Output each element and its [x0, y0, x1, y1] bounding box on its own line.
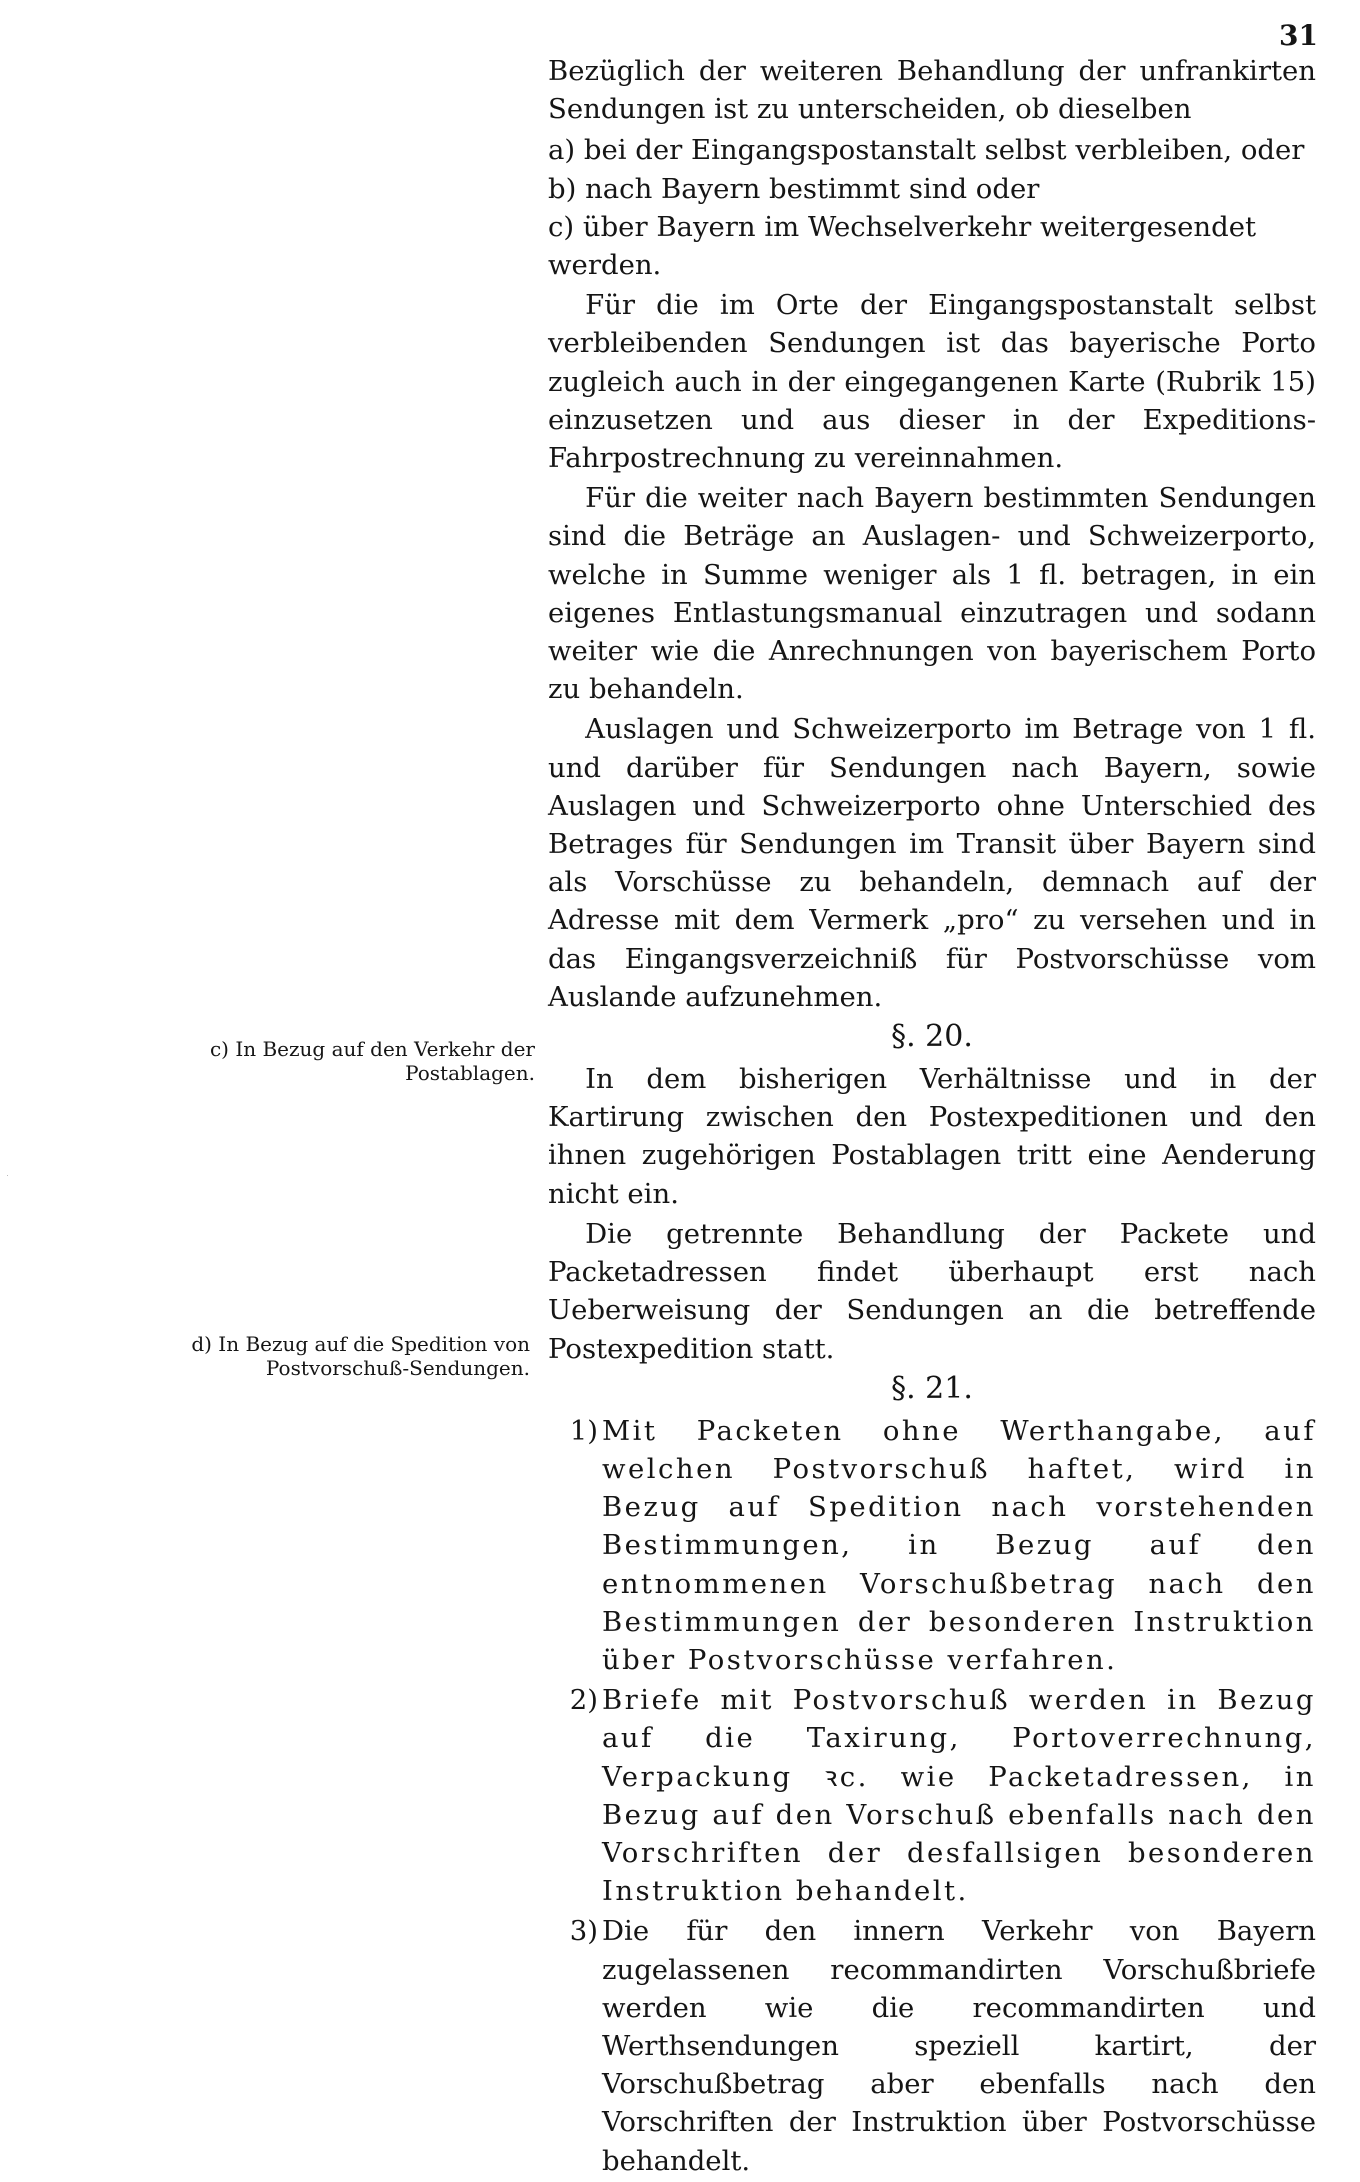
- numbered-item-1: [548, 1412, 1316, 1679]
- paragraph-5: In dem bisherigen Verhältnisse und in der Kartirung zwischen den Postexpeditionen und den ihnen zugehörigen Postablagen tritt eine Aenderung nicht ein.: [548, 1063, 1316, 1210]
- paragraph-1: Bezüglich der weiteren Behandlung der unfrankirten Sendungen ist zu unterscheiden, ob dieselben: [548, 55, 1316, 126]
- scan-mark: [7, 1175, 8, 1176]
- section-20-heading: §. 20.: [891, 1019, 973, 1055]
- side-note-postablagen: c) In Bezug auf den Verkehr der Postablagen.: [209, 1037, 535, 1085]
- paragraph-4: Auslagen und Schweizerporto im Betrage von 1 fl. und darüber für Sendungen nach Bayern, sowie Auslagen und Schweizerporto ohne Unterschied des Betrages für Sendungen im Transit über Bayern sind als Vorschüsse zu behandeln, demnach auf der Adresse mit dem Vermerk „pro“ zu versehen und in das Eingangsverzeichniß für Postvorschüsse vom Auslande aufzunehmen.: [548, 713, 1316, 1013]
- list-item-b: b) nach Bayern bestimmt sind oder: [548, 172, 1040, 205]
- list-item-a: a) bei der Eingangspostanstalt selbst verbleiben, oder: [548, 134, 1305, 167]
- numbered-item-number: 3): [569, 1915, 598, 1948]
- list-item-c: c) über Bayern im Wechselverkehr weitergesendet werden.: [548, 210, 1257, 282]
- numbered-item-number: 1): [569, 1414, 598, 1447]
- numbered-item-3: [548, 1912, 1316, 2179]
- numbered-item-text: Die für den innern Verkehr von Bayern zugelassenen recommandirten Vorschußbriefe werden wie die recommandirten und Werthsendungen speziell kartirt, der Vorschußbetrag aber ebenfalls nach den Vorschriften der Instruktion über Postvorschüsse behandelt.: [602, 1915, 1316, 2177]
- numbered-item-number: 2): [569, 1684, 598, 1717]
- numbered-item-text: Briefe mit Postvorschuß werden in Bezug auf die Taxirung, Portoverrechnung, Verpackung ꝛc. wie Packetadressen, in Bezug auf den Vorschuß ebenfalls nach den Vorschriften der desfallsigen besonderen Instruktion behandelt.: [602, 1684, 1316, 1908]
- page-number: 31: [1279, 19, 1318, 52]
- paragraph-3: Für die weiter nach Bayern bestimmten Sendungen sind die Beträge an Auslagen- und Schweizerporto, welche in Summe weniger als 1 fl. betragen, in ein eigenes Entlastungsmanual einzutragen und sodann weiter wie die Anrechnungen von bayerischem Porto zu behandeln.: [548, 482, 1316, 706]
- side-note-postvorschuss: d) In Bezug auf die Spedition von Postvorschuß-Sendungen.: [191, 1332, 530, 1380]
- numbered-item-text: Mit Packeten ohne Werthangabe, auf welchen Postvorschuß haftet, wird in Bezug auf Spedition nach vorstehenden Bestimmungen, in Bezug auf den entnommenen Vorschußbetrag nach den Bestimmungen der besonderen Instruktion über Postvorschüsse verfahren.: [602, 1414, 1316, 1676]
- destination-list: [548, 131, 1316, 284]
- paragraph-2: Für die im Orte der Eingangspostanstalt selbst verbleibenden Sendungen ist das bayerische Porto zugleich auch in der eingegangenen Karte (Rubrik 15) einzusetzen und aus dieser in der Expeditions-Fahrpostrechnung zu vereinnahmen.: [548, 289, 1316, 475]
- paragraph-6: Die getrennte Behandlung der Packete und Packetadressen findet überhaupt erst nach Ueberweisung der Sendungen an die betreffende Postexpedition statt.: [548, 1217, 1316, 1365]
- main-text-upper: [548, 52, 1316, 2182]
- numbered-item-2: [548, 1681, 1316, 1910]
- section-21-heading: §. 21.: [891, 1370, 973, 1406]
